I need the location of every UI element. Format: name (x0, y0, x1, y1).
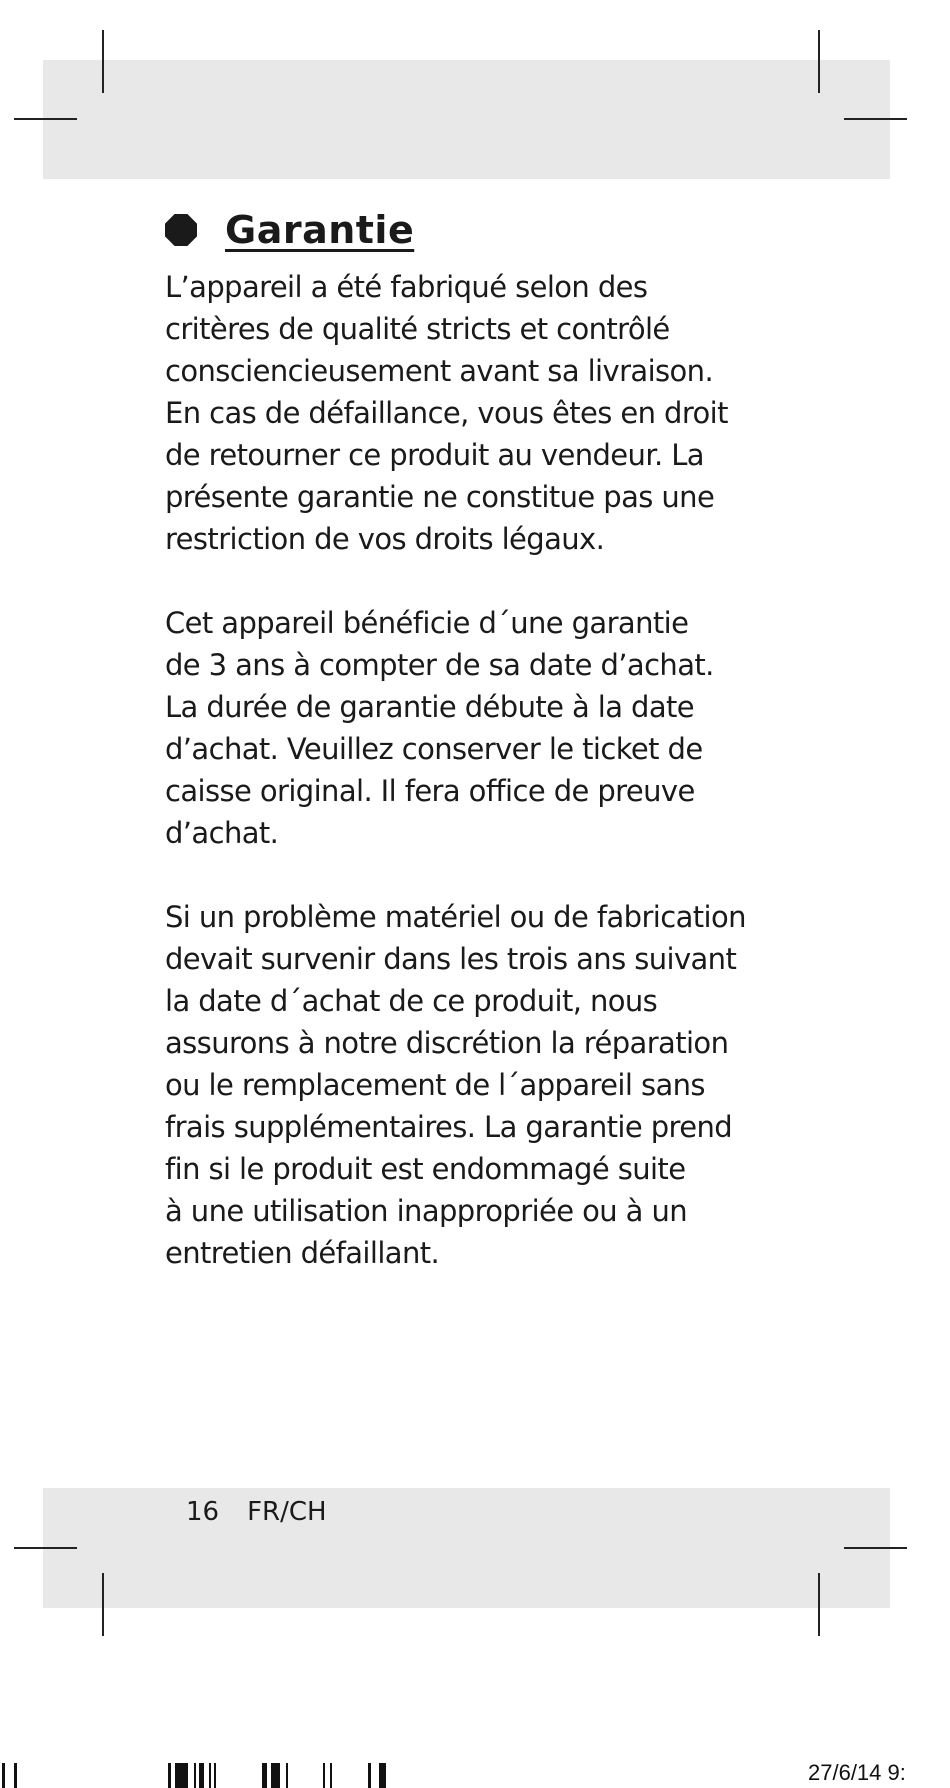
octagon-bullet-icon (165, 214, 197, 246)
paragraph: Si un problème matériel ou de fabrication devait survenir dans les trois ans suivant la date d´achat de ce produit, nous assurons à notre discrétion la réparation ou le remplacement de l´appareil sans frais supplémentaires. La garantie prend fin si le produit est endommagé suite à une utilisation inappropriée ou à un entretien défaillant. (165, 900, 746, 1270)
section-title: Garantie (225, 208, 415, 252)
crop-mark (844, 1547, 907, 1549)
paragraph: Cet appareil bénéficie d´une garantie de 3 ans à compter de sa date d’achat. La durée de garantie débute à la date d’achat. Veuillez conserver le ticket de caisse original. Il fera office de preuve d’achat. (165, 606, 714, 850)
print-timestamp: 27/6/14 9: (808, 1760, 906, 1785)
bottom-margin-band (43, 1488, 890, 1608)
locale-label: FR/CH (247, 1497, 327, 1527)
crop-mark (14, 1547, 77, 1549)
crop-mark (102, 1573, 104, 1636)
crop-mark (844, 118, 907, 120)
page-footer (186, 1497, 327, 1527)
page-number: 16 (186, 1497, 220, 1527)
crop-mark (14, 118, 77, 120)
section-heading (165, 208, 414, 252)
crop-mark (818, 30, 820, 93)
top-margin-band (43, 60, 890, 179)
section-body (165, 266, 805, 1316)
paragraph: L’appareil a été fabriqué selon des critères de qualité stricts et contrôlé consciencieusement avant sa livraison. En cas de défaillance, vous êtes en droit de retourner ce produit au vendeur. La présente garantie ne constitue pas une restriction de vos droits légaux. (165, 270, 728, 556)
crop-mark (818, 1573, 820, 1636)
crop-mark (102, 30, 104, 93)
print-barcode (0, 1763, 420, 1788)
